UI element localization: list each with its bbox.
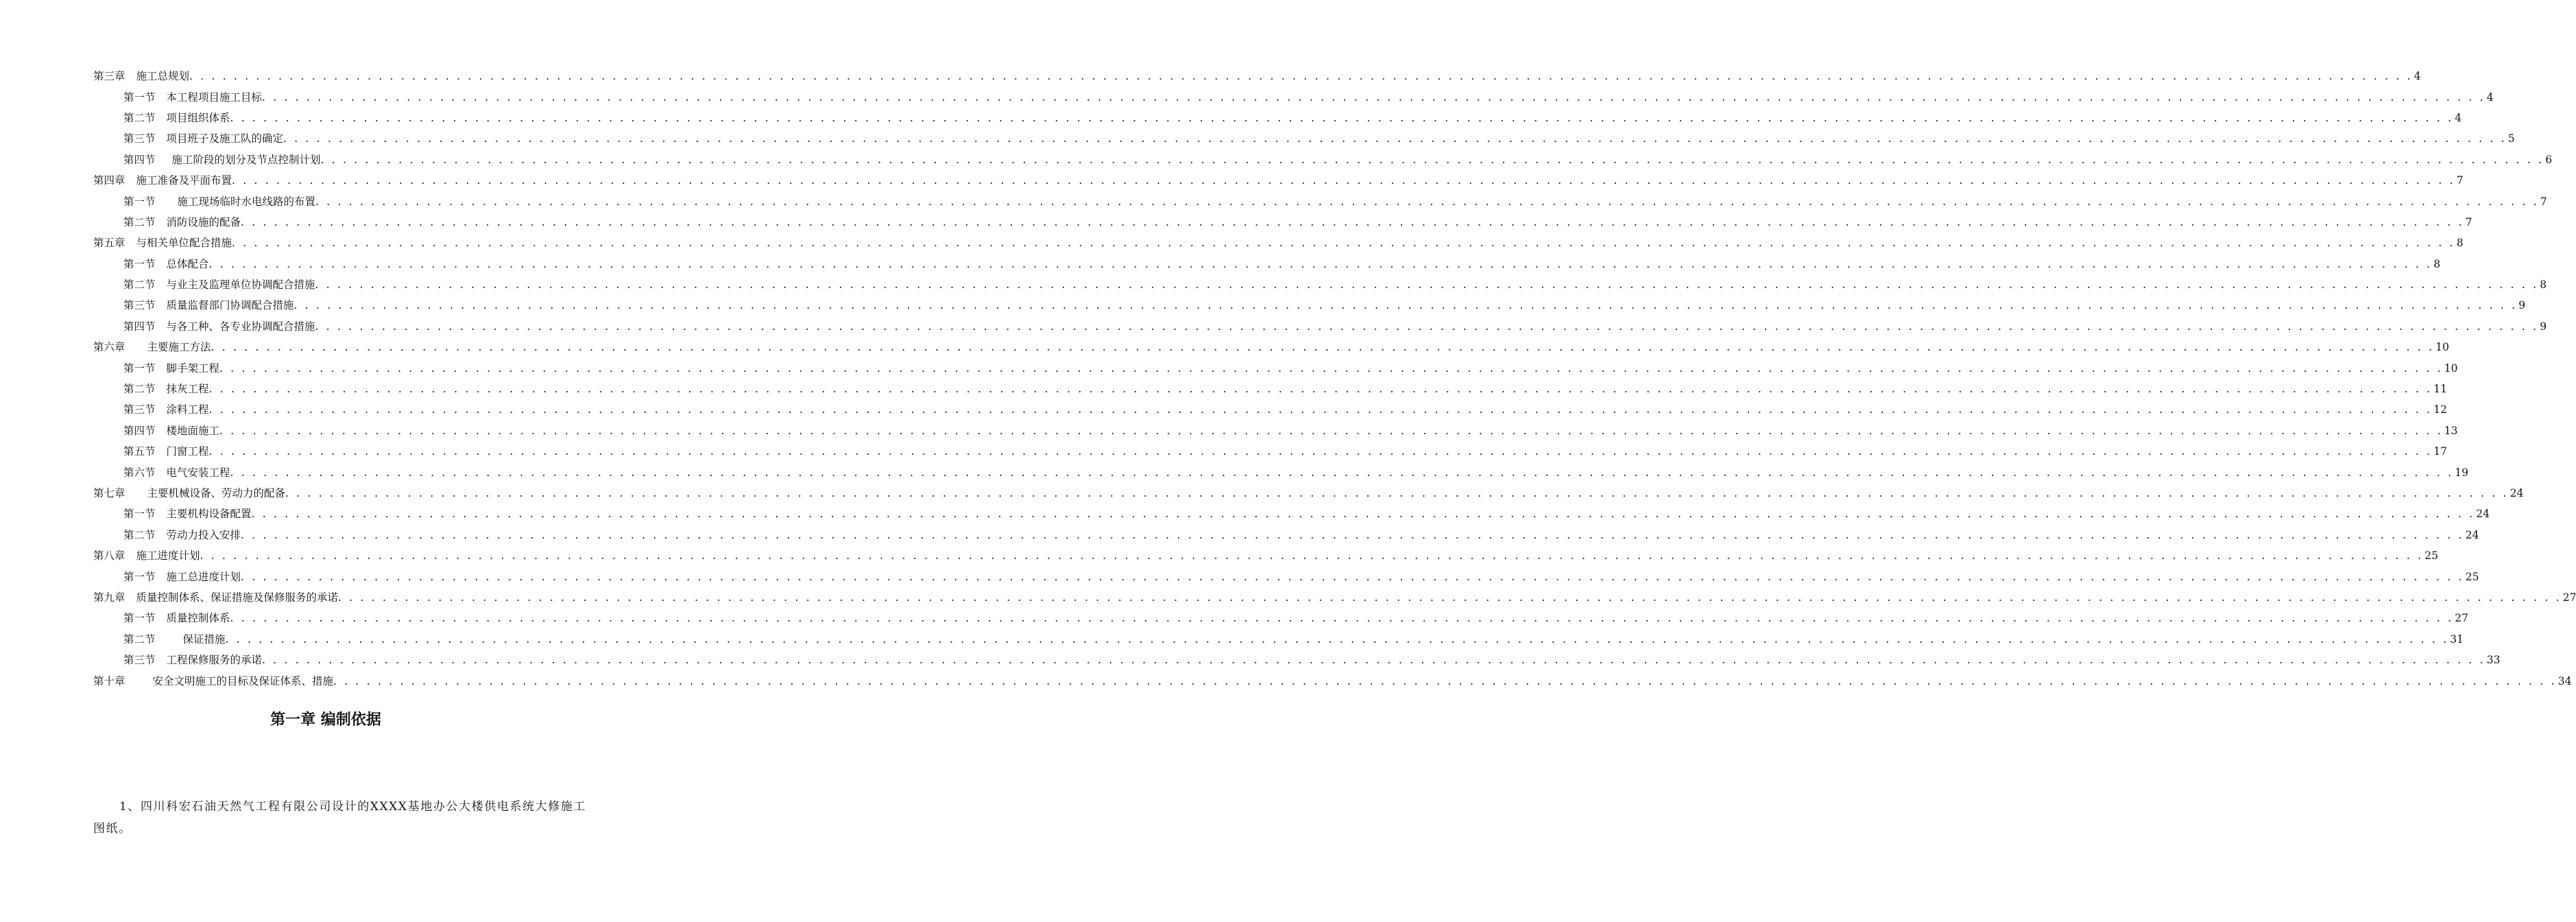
toc-entry-number: 第二节	[123, 111, 156, 124]
toc-entry-number: 第四节	[123, 153, 156, 166]
toc-entry-title: 施工进度计划	[136, 549, 200, 563]
toc-entry[interactable]	[93, 399, 2447, 420]
toc-entry[interactable]	[93, 587, 2576, 608]
toc-entry-page-number: 11	[2433, 383, 2447, 396]
toc-entry-label	[123, 87, 262, 108]
toc-entry-page-number: 10	[2444, 362, 2458, 375]
toc-entry[interactable]	[93, 545, 2438, 566]
toc-entry[interactable]	[93, 566, 2479, 587]
toc-entry-title: 质量控制体系、保证措施及保修服务的承诺	[136, 591, 339, 604]
toc-entry-label	[123, 650, 262, 670]
toc-entry-title: 主要机械设备、劳动力的配备	[147, 487, 286, 499]
toc-entry-label	[93, 587, 338, 608]
toc-entry-page-number: 17	[2433, 445, 2447, 458]
toc-dot-leader: . . . . . . . . . . . . . . . . . . . . . . . . . . . . . . . . . . . . . . . . . . . . . . . . . . . . . . . . . . . . . . . . . . . . . . . . . . . . . . . . . . . . . . . . . . . . . . . . . . . . . . . . . . . . . . . . . . . . . . . . . . . . . . . . . . . . . . . . . . . . . . . . . . . . . . . . . . . . . . . . . . . . . . . . . . . . . . . . . . . . . . . . . . . . . . . . . . . . . . . .	[232, 174, 2455, 187]
toc-dot-leader: . . . . . . . . . . . . . . . . . . . . . . . . . . . . . . . . . . . . . . . . . . . . . . . . . . . . . . . . . . . . . . . . . . . . . . . . . . . . . . . . . . . . . . . . . . . . . . . . . . . . . . . . . . . . . . . . . . . . . . . . . . . . . . . . . . . . . . . . . . . . . . . . . . . . . . . . . . . . . . . . . . . . . . . . . . . . . . . . . . . . . . . . . . . . . . . . . . . . . . . .	[241, 215, 2464, 228]
toc-entry-number: 第八章	[93, 549, 125, 563]
toc-entry-number: 第五章	[93, 237, 125, 250]
body-paragraph: 1、四川科宏石油天然气工程有限公司设计的XXXX基地办公大楼供电系统大修施工图纸。	[93, 800, 587, 836]
toc-entry-number: 第三章	[93, 70, 125, 83]
toc-entry-title: 保证措施	[182, 633, 226, 646]
toc-entry-number: 第一节	[123, 195, 156, 208]
toc-entry-title: 电气安装工程	[166, 466, 230, 479]
toc-entry-title: 楼地面施工	[166, 424, 220, 437]
toc-entry-label	[93, 483, 285, 504]
toc-entry[interactable]	[93, 357, 2458, 378]
toc-entry-page-number: 8	[2433, 257, 2441, 270]
toc-entry-label	[123, 191, 315, 212]
toc-entry-page-number: 24	[2476, 508, 2490, 521]
toc-entry-label	[123, 295, 294, 316]
toc-entry-title: 涂料工程	[166, 403, 209, 416]
toc-entry[interactable]	[93, 670, 2572, 691]
toc-entry-page-number: 27	[2562, 591, 2576, 604]
toc-entry-number: 第一节	[123, 91, 156, 104]
toc-dot-leader: . . . . . . . . . . . . . . . . . . . . . . . . . . . . . . . . . . . . . . . . . . . . . . . . . . . . . . . . . . . . . . . . . . . . . . . . . . . . . . . . . . . . . . . . . . . . . . . . . . . . . . . . . . . . . . . . . . . . . . . . . . . . . . . . . . . . . . . . . . . . . . . . . . . . . . . . . . . . . . . . . . . . . . . . . . . . . . . . . . . . . . . . . . . . . . . . . . . . . . . .	[208, 445, 2433, 458]
toc-dot-leader: . . . . . . . . . . . . . . . . . . . . . . . . . . . . . . . . . . . . . . . . . . . . . . . . . . . . . . . . . . . . . . . . . . . . . . . . . . . . . . . . . . . . . . . . . . . . . . . . . . . . . . . . . . . . . . . . . . . . . . . . . . . . . . . . . . . . . . . . . . . . . . . . . . . . . . . . . . . . . . . . . . . . . . . . . . . . . . . . . . . . . . . . . . . . . . . . . . . . . . . .	[208, 403, 2433, 416]
toc-entry-label	[123, 128, 283, 149]
toc-entry-number: 第三节	[123, 132, 156, 145]
toc-entry-number: 第六章	[93, 341, 125, 354]
toc-entry-title: 脚手架工程	[166, 362, 220, 375]
toc-entry-label	[123, 629, 226, 650]
toc-entry-number: 第二节	[123, 633, 156, 646]
toc-entry-label	[123, 441, 209, 462]
toc-entry-label	[123, 379, 209, 399]
toc-entry-label	[93, 671, 333, 692]
toc-entry-title: 施工现场临时水电线路的布置	[177, 195, 316, 208]
toc-entry[interactable]	[93, 650, 2501, 670]
toc-entry-label	[123, 316, 315, 337]
toc-entry-label	[123, 399, 209, 420]
toc-entry-title: 安全文明施工的目标及保证体系、措施	[152, 674, 334, 687]
toc-entry-page-number: 7	[2456, 174, 2464, 187]
toc-entry[interactable]	[93, 608, 2468, 628]
toc-entry[interactable]	[93, 150, 2553, 170]
toc-entry-page-number: 6	[2545, 153, 2553, 166]
toc-entry-number: 第五节	[123, 445, 156, 458]
toc-dot-leader: . . . . . . . . . . . . . . . . . . . . . . . . . . . . . . . . . . . . . . . . . . . . . . . . . . . . . . . . . . . . . . . . . . . . . . . . . . . . . . . . . . . . . . . . . . . . . . . . . . . . . . . . . . . . . . . . . . . . . . . . . . . . . . . . . . . . . . . . . . . . . . . . . . . . . . . . . . . . . . . . . . . . . . . . . . . . . . . . . . . . . . . . . . . . . . . . . . . . . . . .	[210, 341, 2435, 354]
toc-entry-title: 主要施工方法	[147, 341, 211, 354]
toc-entry[interactable]	[93, 379, 2447, 399]
toc-entry-page-number: 5	[2507, 132, 2515, 145]
toc-entry-page-number: 7	[2540, 195, 2547, 208]
toc-entry[interactable]	[93, 128, 2515, 149]
toc-dot-leader: . . . . . . . . . . . . . . . . . . . . . . . . . . . . . . . . . . . . . . . . . . . . . . . . . . . . . . . . . . . . . . . . . . . . . . . . . . . . . . . . . . . . . . . . . . . . . . . . . . . . . . . . . . . . . . . . . . . . . . . . . . . . . . . . . . . . . . . . . . . . . . . . . . . . . . . . . . . . . . . . . . . . . . . . . . . . . . . . . . . . . . . . . . . . . . . . . . . . . . . .	[230, 111, 2454, 124]
toc-entry-label	[123, 504, 252, 524]
toc-dot-leader: . . . . . . . . . . . . . . . . . . . . . . . . . . . . . . . . . . . . . . . . . . . . . . . . . . . . . . . . . . . . . . . . . . . . . . . . . . . . . . . . . . . . . . . . . . . . . . . . . . . . . . . . . . . . . . . . . . . . . . . . . . . . . . . . . . . . . . . . . . . . . . . . . . . . . . . . . . . . . . . . . . . . . . . . . . . . . . . . . . . . . . . . . . . . . . . . . . . . . . . .	[241, 570, 2464, 583]
toc-entry-number: 第十章	[93, 674, 125, 687]
toc-dot-leader: . . . . . . . . . . . . . . . . . . . . . . . . . . . . . . . . . . . . . . . . . . . . . . . . . . . . . . . . . . . . . . . . . . . . . . . . . . . . . . . . . . . . . . . . . . . . . . . . . . . . . . . . . . . . . . . . . . . . . . . . . . . . . . . . . . . . . . . . . . . . . . . . . . . . . . . . . . . . . . . . . . . . . . . . . . . . . . . . . . . . . . . . . . . . . . . . . . . . . . . .	[208, 257, 2433, 270]
toc-dot-leader: . . . . . . . . . . . . . . . . . . . . . . . . . . . . . . . . . . . . . . . . . . . . . . . . . . . . . . . . . . . . . . . . . . . . . . . . . . . . . . . . . . . . . . . . . . . . . . . . . . . . . . . . . . . . . . . . . . . . . . . . . . . . . . . . . . . . . . . . . . . . . . . . . . . . . . . . . . . . . . . . . . . . . . . . . . . . . . . . . . . . . . . . . . . . . . . . . . . . . . . .	[315, 320, 2539, 333]
toc-entry-title: 抹灰工程	[166, 383, 209, 396]
toc-entry-label	[93, 233, 232, 253]
toc-entry-page-number: 9	[2540, 320, 2547, 333]
toc-entry-title: 项目组织体系	[166, 111, 230, 124]
toc-entry-page-number: 13	[2444, 424, 2458, 437]
toc-dot-leader: . . . . . . . . . . . . . . . . . . . . . . . . . . . . . . . . . . . . . . . . . . . . . . . . . . . . . . . . . . . . . . . . . . . . . . . . . . . . . . . . . . . . . . . . . . . . . . . . . . . . . . . . . . . . . . . . . . . . . . . . . . . . . . . . . . . . . . . . . . . . . . . . . . . . . . . . . . . . . . . . . . . . . . . . . . . . . . . . . . . . . . . . . . . . . . . . . . . . . . . .	[208, 383, 2433, 396]
toc-entry[interactable]	[93, 274, 2547, 295]
toc-entry-page-number: 24	[2465, 528, 2479, 541]
toc-entry[interactable]	[93, 191, 2547, 211]
toc-entry-title: 总体配合	[166, 257, 209, 270]
toc-entry-label	[123, 358, 219, 379]
toc-entry-page-number: 25	[2424, 549, 2438, 563]
toc-entry-title: 质量监督部门协调配合措施	[166, 299, 294, 312]
toc-entry[interactable]	[93, 462, 2468, 482]
toc-entry[interactable]	[93, 525, 2479, 545]
toc-dot-leader: . . . . . . . . . . . . . . . . . . . . . . . . . . . . . . . . . . . . . . . . . . . . . . . . . . . . . . . . . . . . . . . . . . . . . . . . . . . . . . . . . . . . . . . . . . . . . . . . . . . . . . . . . . . . . . . . . . . . . . . . . . . . . . . . . . . . . . . . . . . . . . . . . . . . . . . . . . . . . . . . . . . . . . . . . . . . . . . . . . . . . . . . . . . . . . . . . . . . . . . .	[230, 612, 2454, 625]
chapter-heading: 第一章 编制依据	[270, 711, 381, 729]
toc-entry-page-number: 27	[2455, 612, 2468, 625]
toc-dot-leader: . . . . . . . . . . . . . . . . . . . . . . . . . . . . . . . . . . . . . . . . . . . . . . . . . . . . . . . . . . . . . . . . . . . . . . . . . . . . . . . . . . . . . . . . . . . . . . . . . . . . . . . . . . . . . . . . . . . . . . . . . . . . . . . . . . . . . . . . . . . . . . . . . . . . . . . . . . . . . . . . . . . . . . . . . . . . . . . . . . . . . . . . . . . . . . . . . . . . . . . .	[225, 633, 2449, 646]
toc-entry-number: 第一节	[123, 257, 156, 270]
toc-entry-label	[123, 567, 241, 587]
toc-entry-page-number: 4	[2414, 70, 2421, 83]
toc-dot-leader: . . . . . . . . . . . . . . . . . . . . . . . . . . . . . . . . . . . . . . . . . . . . . . . . . . . . . . . . . . . . . . . . . . . . . . . . . . . . . . . . . . . . . . . . . . . . . . . . . . . . . . . . . . . . . . . . . . . . . . . . . . . . . . . . . . . . . . . . . . . . . . . . . . . . . . . . . . . . . . . . . . . . . . . . . . . . . . . . . . . . . . . . . . . . . . . . . . . . . . . .	[315, 195, 2539, 208]
toc-entry[interactable]	[93, 504, 2490, 524]
toc-entry-page-number: 24	[2509, 487, 2524, 499]
toc-entry-number: 第一节	[123, 612, 156, 625]
toc-dot-leader: . . . . . . . . . . . . . . . . . . . . . . . . . . . . . . . . . . . . . . . . . . . . . . . . . . . . . . . . . . . . . . . . . . . . . . . . . . . . . . . . . . . . . . . . . . . . . . . . . . . . . . . . . . . . . . . . . . . . . . . . . . . . . . . . . . . . . . . . . . . . . . . . . . . . . . . . . . . . . . . . . . . . . . . . . . . . . . . . . . . . . . . . . . . . . . . . . . . . . . . .	[232, 237, 2455, 250]
toc-entry-label	[93, 66, 189, 86]
toc-entry-page-number: 8	[2456, 237, 2464, 250]
toc-entry-title: 门窗工程	[166, 445, 209, 458]
toc-entry-number: 第六节	[123, 466, 156, 479]
toc-entry-label	[123, 150, 321, 170]
toc-dot-leader: . . . . . . . . . . . . . . . . . . . . . . . . . . . . . . . . . . . . . . . . . . . . . . . . . . . . . . . . . . . . . . . . . . . . . . . . . . . . . . . . . . . . . . . . . . . . . . . . . . . . . . . . . . . . . . . . . . . . . . . . . . . . . . . . . . . . . . . . . . . . . . . . . . . . . . . . . . . . . . . . . . . . . . . . . . . . . . . . . . . . . . . . . . . . . . . . . . . . . . . .	[189, 70, 2413, 83]
toc-entry-number: 第四章	[93, 174, 125, 187]
toc-entry[interactable]	[93, 66, 2421, 86]
toc-entry-page-number: 8	[2540, 279, 2547, 292]
toc-entry-number: 第一节	[123, 508, 156, 521]
toc-entry[interactable]	[93, 170, 2464, 191]
toc-entry-label	[123, 462, 230, 483]
toc-dot-leader: . . . . . . . . . . . . . . . . . . . . . . . . . . . . . . . . . . . . . . . . . . . . . . . . . . . . . . . . . . . . . . . . . . . . . . . . . . . . . . . . . . . . . . . . . . . . . . . . . . . . . . . . . . . . . . . . . . . . . . . . . . . . . . . . . . . . . . . . . . . . . . . . . . . . . . . . . . . . . . . . . . . . . . . . . . . . . . . . . . . . . . . . . . . . . . . . . . . . . . . .	[320, 153, 2544, 166]
toc-entry-title: 施工总规划	[136, 70, 190, 83]
toc-entry-title: 与相关单位配合措施	[136, 237, 232, 250]
toc-entry[interactable]	[93, 295, 2526, 316]
toc-entry-number: 第一节	[123, 570, 156, 583]
toc-entry-number: 第四节	[123, 320, 156, 333]
toc-entry-page-number: 34	[2557, 674, 2572, 687]
toc-entry-number: 第三节	[123, 299, 156, 312]
toc-entry-label	[123, 525, 241, 545]
toc-dot-leader: . . . . . . . . . . . . . . . . . . . . . . . . . . . . . . . . . . . . . . . . . . . . . . . . . . . . . . . . . . . . . . . . . . . . . . . . . . . . . . . . . . . . . . . . . . . . . . . . . . . . . . . . . . . . . . . . . . . . . . . . . . . . . . . . . . . . . . . . . . . . . . . . . . . . . . . . . . . . . . . . . . . . . . . . . . . . . . . . . . . . . . . . . . . . . . . . . . . . . . . .	[262, 654, 2485, 667]
toc-dot-leader: . . . . . . . . . . . . . . . . . . . . . . . . . . . . . . . . . . . . . . . . . . . . . . . . . . . . . . . . . . . . . . . . . . . . . . . . . . . . . . . . . . . . . . . . . . . . . . . . . . . . . . . . . . . . . . . . . . . . . . . . . . . . . . . . . . . . . . . . . . . . . . . . . . . . . . . . . . . . . . . . . . . . . . . . . . . . . . . . . . . . . . . . . . . . . . . . . . . . . . . .	[293, 299, 2518, 312]
toc-entry-page-number: 4	[2486, 91, 2494, 104]
toc-entry-page-number: 12	[2433, 403, 2447, 416]
toc-entry-title: 质量控制体系	[166, 612, 230, 625]
toc-entry[interactable]	[93, 108, 2462, 128]
toc-entry[interactable]	[93, 441, 2447, 462]
toc-entry-title: 劳动力投入安排	[166, 528, 241, 541]
toc-entry-number: 第一节	[123, 362, 156, 375]
toc-entry-label	[123, 108, 230, 128]
toc-dot-leader: . . . . . . . . . . . . . . . . . . . . . . . . . . . . . . . . . . . . . . . . . . . . . . . . . . . . . . . . . . . . . . . . . . . . . . . . . . . . . . . . . . . . . . . . . . . . . . . . . . . . . . . . . . . . . . . . . . . . . . . . . . . . . . . . . . . . . . . . . . . . . . . . . . . . . . . . . . . . . . . . . . . . . . . . . . . . . . . . . . . . . . . . . . . . . . . . . . . . . . . .	[315, 279, 2539, 292]
toc-entry-number: 第四节	[123, 424, 156, 437]
toc-entry[interactable]	[93, 233, 2464, 253]
toc-entry-title: 消防设施的配备	[166, 215, 241, 228]
toc-entry-label	[123, 212, 241, 233]
toc-entry[interactable]	[93, 629, 2464, 650]
toc-entry-number: 第三节	[123, 654, 156, 667]
toc-entry-page-number: 7	[2465, 215, 2472, 228]
toc-entry-title: 与各工种、各专业协调配合措施	[166, 320, 315, 333]
toc-entry-label	[123, 254, 209, 274]
toc-entry-number: 第二节	[123, 279, 156, 292]
toc-entry-title: 工程保修服务的承诺	[166, 654, 263, 667]
toc-dot-leader: . . . . . . . . . . . . . . . . . . . . . . . . . . . . . . . . . . . . . . . . . . . . . . . . . . . . . . . . . . . . . . . . . . . . . . . . . . . . . . . . . . . . . . . . . . . . . . . . . . . . . . . . . . . . . . . . . . . . . . . . . . . . . . . . . . . . . . . . . . . . . . . . . . . . . . . . . . . . . . . . . . . . . . . . . . . . . . . . . . . . . . . . . . . . . . . . . . . . . . . .	[219, 424, 2443, 437]
toc-entry[interactable]	[93, 86, 2494, 107]
toc-entry-title: 项目班子及施工队的确定	[166, 132, 284, 145]
toc-entry-number: 第九章	[93, 591, 125, 604]
toc-entry-page-number: 9	[2518, 299, 2526, 312]
toc-entry-label	[123, 421, 219, 441]
toc-entry-page-number: 10	[2435, 341, 2449, 354]
toc-entry-label	[123, 274, 315, 295]
toc-entry[interactable]	[93, 212, 2472, 233]
toc-entry[interactable]	[93, 483, 2524, 504]
toc-dot-leader: . . . . . . . . . . . . . . . . . . . . . . . . . . . . . . . . . . . . . . . . . . . . . . . . . . . . . . . . . . . . . . . . . . . . . . . . . . . . . . . . . . . . . . . . . . . . . . . . . . . . . . . . . . . . . . . . . . . . . . . . . . . . . . . . . . . . . . . . . . . . . . . . . . . . . . . . . . . . . . . . . . . . . . . . . . . . . . . . . . . . . . . . . . . . . . . . . . . . . . . .	[285, 487, 2509, 499]
toc-dot-leader: . . . . . . . . . . . . . . . . . . . . . . . . . . . . . . . . . . . . . . . . . . . . . . . . . . . . . . . . . . . . . . . . . . . . . . . . . . . . . . . . . . . . . . . . . . . . . . . . . . . . . . . . . . . . . . . . . . . . . . . . . . . . . . . . . . . . . . . . . . . . . . . . . . . . . . . . . . . . . . . . . . . . . . . . . . . . . . . . . . . . . . . . . . . . . . . . . . . . . . . .	[241, 528, 2464, 541]
toc-entry-title: 与业主及监理单位协调配合措施	[166, 279, 315, 292]
toc-entry-page-number: 25	[2465, 570, 2479, 583]
toc-entry-page-number: 4	[2455, 111, 2462, 124]
toc-dot-leader: . . . . . . . . . . . . . . . . . . . . . . . . . . . . . . . . . . . . . . . . . . . . . . . . . . . . . . . . . . . . . . . . . . . . . . . . . . . . . . . . . . . . . . . . . . . . . . . . . . . . . . . . . . . . . . . . . . . . . . . . . . . . . . . . . . . . . . . . . . . . . . . . . . . . . . . . . . . . . . . . . . . . . . . . . . . . . . . . . . . . . . . . . . . . . . . . . . . . . . . .	[283, 132, 2507, 145]
toc-dot-leader: . . . . . . . . . . . . . . . . . . . . . . . . . . . . . . . . . . . . . . . . . . . . . . . . . . . . . . . . . . . . . . . . . . . . . . . . . . . . . . . . . . . . . . . . . . . . . . . . . . . . . . . . . . . . . . . . . . . . . . . . . . . . . . . . . . . . . . . . . . . . . . . . . . . . . . . . . . . . . . . . . . . . . . . . . . . . . . . . . . . . . . . . . . . . . . . . . . . . . . . .	[338, 591, 2562, 604]
toc-entry-page-number: 19	[2455, 466, 2468, 479]
toc-entry-label	[93, 545, 200, 566]
toc-entry-number: 第二节	[123, 215, 156, 228]
toc-entry-title: 本工程项目施工目标	[166, 91, 263, 104]
toc-entry-page-number: 33	[2486, 654, 2501, 667]
toc-entry-number: 第三节	[123, 403, 156, 416]
table-of-contents	[93, 66, 2576, 692]
toc-entry[interactable]	[93, 421, 2458, 441]
toc-entry-number: 第七章	[93, 487, 125, 499]
toc-entry-title: 施工阶段的划分及节点控制计划	[171, 153, 321, 166]
toc-entry-number: 第二节	[123, 383, 156, 396]
toc-entry-label	[93, 337, 211, 357]
toc-dot-leader: . . . . . . . . . . . . . . . . . . . . . . . . . . . . . . . . . . . . . . . . . . . . . . . . . . . . . . . . . . . . . . . . . . . . . . . . . . . . . . . . . . . . . . . . . . . . . . . . . . . . . . . . . . . . . . . . . . . . . . . . . . . . . . . . . . . . . . . . . . . . . . . . . . . . . . . . . . . . . . . . . . . . . . . . . . . . . . . . . . . . . . . . . . . . . . . . . . . . . . . .	[230, 466, 2454, 479]
toc-dot-leader: . . . . . . . . . . . . . . . . . . . . . . . . . . . . . . . . . . . . . . . . . . . . . . . . . . . . . . . . . . . . . . . . . . . . . . . . . . . . . . . . . . . . . . . . . . . . . . . . . . . . . . . . . . . . . . . . . . . . . . . . . . . . . . . . . . . . . . . . . . . . . . . . . . . . . . . . . . . . . . . . . . . . . . . . . . . . . . . . . . . . . . . . . . . . . . . . . . . . . . . .	[251, 508, 2475, 521]
toc-entry-page-number: 31	[2450, 633, 2464, 646]
toc-entry-title: 施工准备及平面布置	[136, 174, 232, 187]
toc-entry[interactable]	[93, 254, 2441, 274]
toc-entry-label	[93, 170, 232, 191]
toc-entry-number: 第二节	[123, 528, 156, 541]
toc-dot-leader: . . . . . . . . . . . . . . . . . . . . . . . . . . . . . . . . . . . . . . . . . . . . . . . . . . . . . . . . . . . . . . . . . . . . . . . . . . . . . . . . . . . . . . . . . . . . . . . . . . . . . . . . . . . . . . . . . . . . . . . . . . . . . . . . . . . . . . . . . . . . . . . . . . . . . . . . . . . . . . . . . . . . . . . . . . . . . . . . . . . . . . . . . . . . . . . . . . . . . . . .	[200, 549, 2424, 563]
toc-entry-label	[123, 608, 230, 628]
toc-entry-title: 施工总进度计划	[166, 570, 241, 583]
toc-entry[interactable]	[93, 316, 2547, 337]
toc-dot-leader: . . . . . . . . . . . . . . . . . . . . . . . . . . . . . . . . . . . . . . . . . . . . . . . . . . . . . . . . . . . . . . . . . . . . . . . . . . . . . . . . . . . . . . . . . . . . . . . . . . . . . . . . . . . . . . . . . . . . . . . . . . . . . . . . . . . . . . . . . . . . . . . . . . . . . . . . . . . . . . . . . . . . . . . . . . . . . . . . . . . . . . . . . . . . . . . . . . . . . . . .	[262, 91, 2485, 104]
toc-entry[interactable]	[93, 337, 2449, 357]
toc-dot-leader: . . . . . . . . . . . . . . . . . . . . . . . . . . . . . . . . . . . . . . . . . . . . . . . . . . . . . . . . . . . . . . . . . . . . . . . . . . . . . . . . . . . . . . . . . . . . . . . . . . . . . . . . . . . . . . . . . . . . . . . . . . . . . . . . . . . . . . . . . . . . . . . . . . . . . . . . . . . . . . . . . . . . . . . . . . . . . . . . . . . . . . . . . . . . . . . . . . . . . . . .	[219, 362, 2443, 375]
toc-entry-title: 主要机构设备配置	[166, 508, 252, 521]
toc-dot-leader: . . . . . . . . . . . . . . . . . . . . . . . . . . . . . . . . . . . . . . . . . . . . . . . . . . . . . . . . . . . . . . . . . . . . . . . . . . . . . . . . . . . . . . . . . . . . . . . . . . . . . . . . . . . . . . . . . . . . . . . . . . . . . . . . . . . . . . . . . . . . . . . . . . . . . . . . . . . . . . . . . . . . . . . . . . . . . . . . . . . . . . . . . . . . . . . . . . . . . . . .	[333, 674, 2557, 687]
